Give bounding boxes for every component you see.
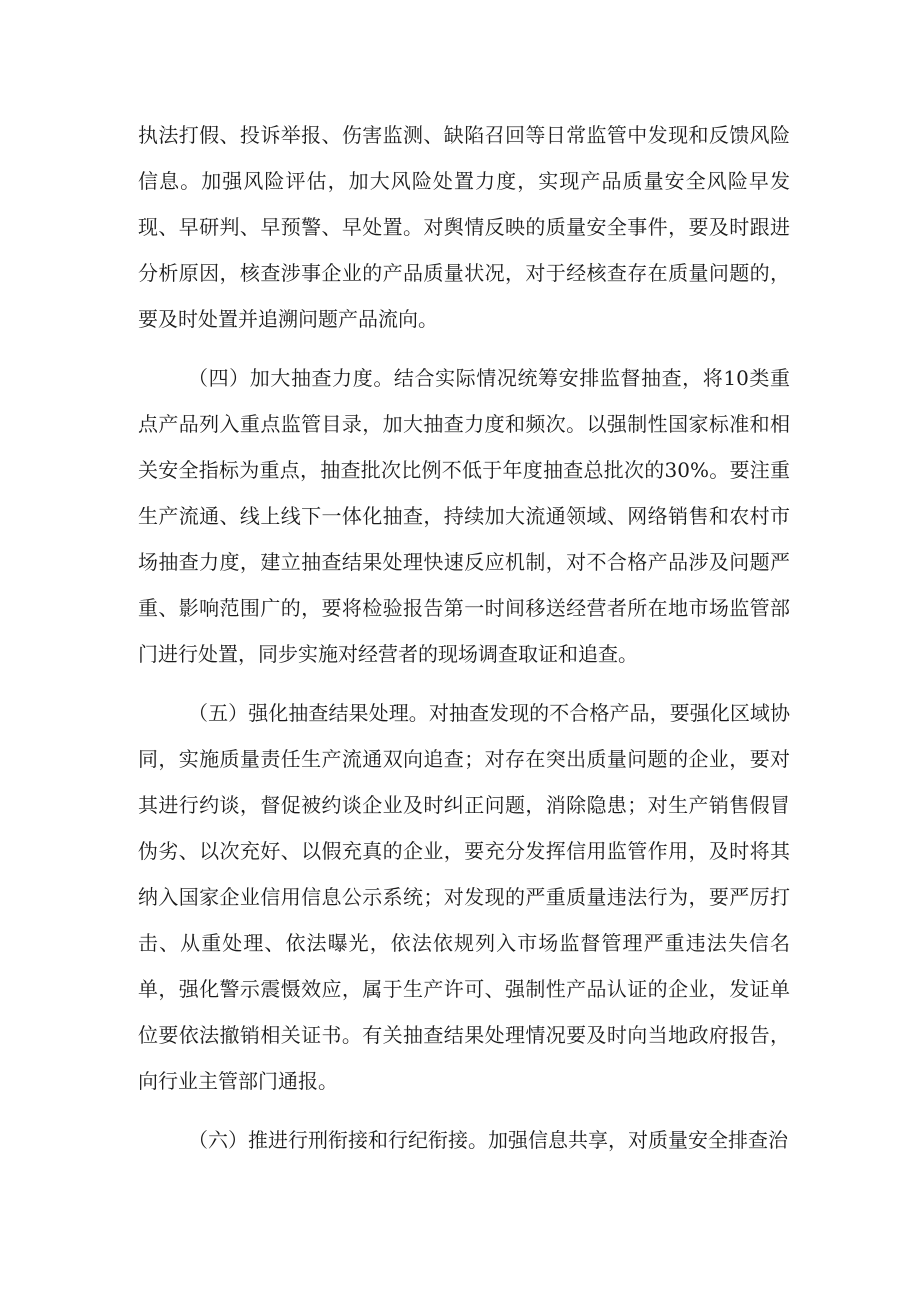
paragraph-section-4-sampling: （四）加大抽查力度。结合实际情况统筹安排监督抽查，将10类重点产品列入重点监管目录，加大抽查力度和频次。以强制性国家标准和相关安全指标为重点，抽查批次比例不低于年度抽查总批次的30%。要注重生产流通、线上线下一体化抽查，持续加大流通领域、网络销售和农村市场抽查力度，建立抽查结果处理快速反应机制，对不合格产品涉及问题严重、影响范围广的，要将检验报告第一时间移送经营者所在地市场监管部门进行处置，同步实施对经营者的现场调查取证和追查。 <box>138 366 790 666</box>
paragraph-section-5-results: （五）强化抽查结果处理。对抽查发现的不合格产品，要强化区域协同，实施质量责任生产流通双向追查；对存在突出质量问题的企业，要对其进行约谈，督促被约谈企业及时纠正问题，消除隐患；对生产销售假冒伪劣、以次充好、以假充真的企业，要充分发挥信用监管作用，及时将其纳入国家企业信用信息公示系统；对发现的严重质量违法行为，要严厉打击、从重处理、依法曝光，依法依规列入市场监督管理严重违法失信名单，强化警示震慑效应，属于生产许可、强制性产品认证的企业，发证单位要依法撤销相关证书。有关抽查结果处理情况要及时向当地政府报告，向行业主管部门通报。 <box>138 701 790 1093</box>
paragraph-risk-information: 执法打假、投诉举报、伤害监测、缺陷召回等日常监管中发现和反馈风险信息。加强风险评估，加大风险处置力度，实现产品质量安全风险早发现、早研判、早预警、早处置。对舆情反映的质量安全事件，要及时跟进分析原因，核查涉事企业的产品质量状况，对于经核查存在质量问题的，要及时处置并追溯问题产品流向。 <box>138 123 790 331</box>
document-body <box>138 112 790 1163</box>
paragraph-section-6-coordination: （六）推进行刑衔接和行纪衔接。加强信息共享，对质量安全排查治 <box>188 1128 788 1152</box>
